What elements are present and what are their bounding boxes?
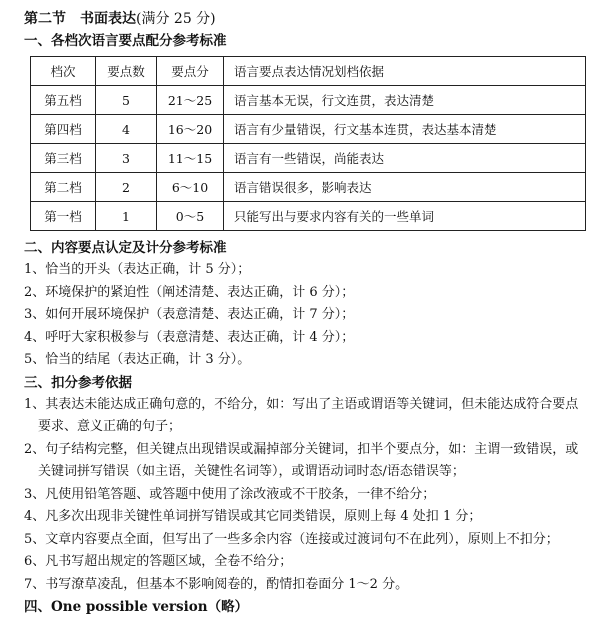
section-title-note: (满分 25 分)	[136, 11, 216, 27]
table-row	[31, 173, 586, 202]
content-point-item: 1、恰当的开头（表达正确，计 5 分）；	[24, 262, 251, 277]
answer-key-document	[24, 8, 590, 618]
table-header-cell: 档次	[31, 57, 96, 86]
table-cell: 0～5	[157, 202, 224, 231]
table-cell: 第三档	[31, 144, 96, 173]
table-cell: 第二档	[31, 173, 96, 202]
table-cell: 21～25	[157, 86, 224, 115]
deduction-rule-item: 2、句子结构完整，但关键点出现错误或漏掉部分关键词，扣半个要点分，如：主谓一致错误，或关键词拼写错误（如主语，关键性名词等），或谓语动词时态/语态错误等；	[24, 441, 579, 479]
table-cell: 只能写出与要求内容有关的一些单词	[224, 202, 586, 231]
table-row	[31, 115, 586, 144]
section-title	[24, 8, 590, 30]
table-cell: 第五档	[31, 86, 96, 115]
table-cell: 语言有一些错误，尚能表达	[224, 144, 586, 173]
table-cell: 第四档	[31, 115, 96, 144]
table-cell: 2	[96, 173, 157, 202]
table-cell: 6～10	[157, 173, 224, 202]
table-cell: 3	[96, 144, 157, 173]
table-cell: 11～15	[157, 144, 224, 173]
part1-heading: 一、各档次语言要点配分参考标准	[24, 33, 227, 49]
table-header-cell: 要点分	[157, 57, 224, 86]
table-cell: 语言基本无误，行文连贯，表达清楚	[224, 86, 586, 115]
table-header-cell: 要点数	[96, 57, 157, 86]
table-cell: 语言有少量错误，行文基本连贯，表达基本清楚	[224, 115, 586, 144]
table-cell: 4	[96, 115, 157, 144]
content-point-item: 2、环境保护的紧迫性（阐述清楚、表达正确，计 6 分）；	[24, 284, 355, 300]
table-header-cell: 语言要点表达情况划档依据	[224, 57, 586, 86]
table-row	[31, 202, 586, 231]
table-cell: 16～20	[157, 115, 224, 144]
table-row	[31, 144, 586, 173]
table-row	[31, 86, 586, 115]
deduction-rule-item: 4、凡多次出现非关键性单词拼写错误或其它同类错误，原则上每 4 处扣 1 分；	[24, 509, 482, 524]
grading-table	[30, 56, 586, 231]
table-cell: 语言错误很多，影响表达	[224, 173, 586, 202]
deduction-rule-item: 7、书写潦草凌乱，但基本不影响阅卷的，酌情扣卷面分 1～2 分。	[24, 576, 409, 592]
part2-heading: 二、内容要点认定及计分参考标准	[24, 240, 227, 256]
content-point-item: 3、如何开展环境保护（表意清楚、表达正确，计 7 分）；	[24, 307, 355, 322]
part4-heading: 四、One possible version（略）	[24, 599, 249, 615]
deduction-rule-item: 1、其表达未能达成正确句意的，不给分，如：写出了主语或谓语等关键词，但未能达成符合要点要求、意义正确的句子；	[24, 396, 579, 434]
deduction-rule-item: 5、文章内容要点全面，但写出了一些多余内容（连接或过渡词句不在此列），原则上不扣分；	[24, 531, 559, 547]
table-cell: 1	[96, 202, 157, 231]
table-header-row	[31, 57, 586, 86]
deduction-rule-item: 6、凡书写超出规定的答题区域，全卷不给分；	[24, 554, 293, 569]
section-title-main: 第二节 书面表达	[24, 11, 136, 27]
part3-heading: 三、扣分参考依据	[24, 374, 132, 391]
content-point-item: 5、恰当的结尾（表达正确，计 3 分）。	[24, 352, 251, 367]
content-point-item: 4、呼吁大家积极参与（表意清楚、表达正确，计 4 分）；	[24, 329, 355, 345]
table-cell: 第一档	[31, 202, 96, 231]
table-cell: 5	[96, 86, 157, 115]
deduction-rule-item: 3、凡使用铅笔答题、或答题中使用了涂改液或不干胶条，一律不给分；	[24, 486, 436, 502]
